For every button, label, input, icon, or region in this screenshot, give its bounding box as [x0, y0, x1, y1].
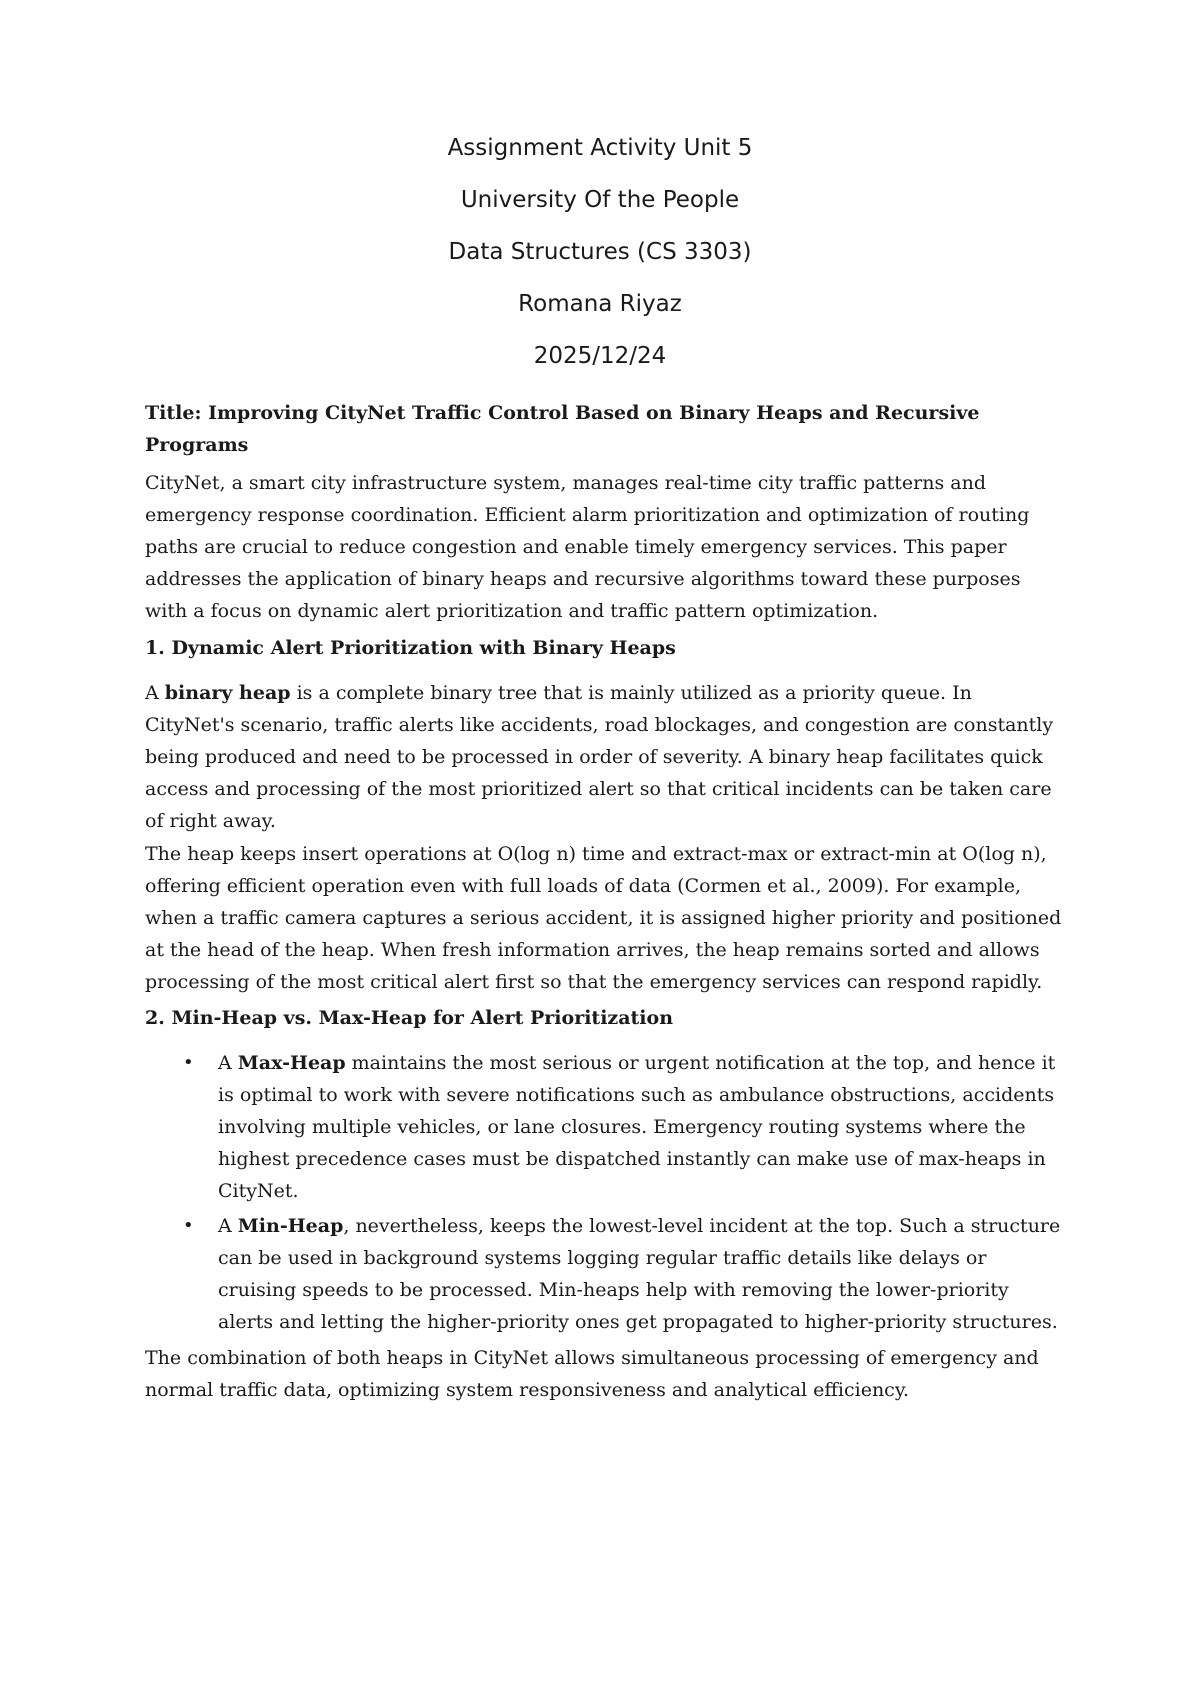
paper-title: Title: Improving CityNet Traffic Control Based on Binary Heaps and Recursive Programs	[145, 402, 980, 456]
bold-term-min-heap: Min-Heap	[237, 1215, 344, 1237]
text-span: , nevertheless, keeps the lowest-level incident at the top. Such a structure can be used in background systems logging regular traffic details like delays or cruising speeds to be processed. Min-heaps help with removing the lower-priority alerts and letting the higher-priority ones get propagated to higher-priority structures.	[218, 1215, 1061, 1333]
assignment-title: Assignment Activity Unit 5	[447, 135, 753, 161]
text-span: is a complete binary tree that is mainly utilized as a priority queue. In CityNet's scenario, traffic alerts like accidents, road blockages, and congestion are constantly being produced and need to be processed in order of severity. A binary heap facilitates quick access and processing of the most prioritized alert so that critical incidents can be taken care of right away.	[145, 682, 1054, 832]
list-item-max-heap	[145, 1047, 1065, 1207]
section-1-paragraph-2: The heap keeps insert operations at O(log n) time and extract-max or extract-min at O(log n), offering efficient operation even with full loads of data (Cormen et al., 2009). For example, when a traffic camera captures a serious accident, it is assigned higher priority and positioned at the head of the heap. When fresh information arrives, the heap remains sorted and allows processing of the most critical alert first so that the emergency services can respond rapidly.	[145, 843, 1062, 993]
university-name: University Of the People	[460, 187, 740, 213]
section-2-heading: 2. Min-Heap vs. Max-Heap for Alert Prioritization	[145, 1007, 674, 1029]
bullet-icon: •	[183, 1215, 194, 1236]
text-span: A	[218, 1052, 238, 1074]
intro-paragraph: CityNet, a smart city infrastructure system, manages real-time city traffic patterns and emergency response coordination. Efficient alarm prioritization and optimization of routing paths are crucial to reduce congestion and enable timely emergency services. This paper addresses the application of binary heaps and recursive algorithms toward these purposes with a focus on dynamic alert prioritization and traffic pattern optimization.	[145, 472, 1030, 622]
bullet-icon: •	[183, 1052, 194, 1073]
section-1-heading: 1. Dynamic Alert Prioritization with Binary Heaps	[145, 637, 676, 659]
section-1-paragraph-1	[145, 677, 1065, 837]
author-name: Romana Riyaz	[518, 291, 682, 317]
course-name: Data Structures (CS 3303)	[448, 239, 752, 265]
closing-paragraph: The combination of both heaps in CityNet allows simultaneous processing of emergency and normal traffic data, optimizing system responsiveness and analytical efficiency.	[145, 1347, 1039, 1401]
text-span: A	[145, 682, 165, 704]
text-span: maintains the most serious or urgent notification at the top, and hence it is optimal to work with severe notifications such as ambulance obstructions, accidents involving multiple vehicles, or lane closures. Emergency routing systems where the highest precedence cases must be dispatched instantly can make use of max-heaps in CityNet.	[218, 1052, 1056, 1202]
list-item-min-heap	[145, 1210, 1065, 1338]
bold-term-binary-heap: binary heap	[164, 682, 291, 704]
list-item-text	[218, 1210, 1068, 1338]
document-date: 2025/12/24	[533, 343, 667, 369]
bold-term-max-heap: Max-Heap	[237, 1052, 346, 1074]
list-item-text	[218, 1047, 1068, 1207]
text-span: A	[218, 1215, 238, 1237]
